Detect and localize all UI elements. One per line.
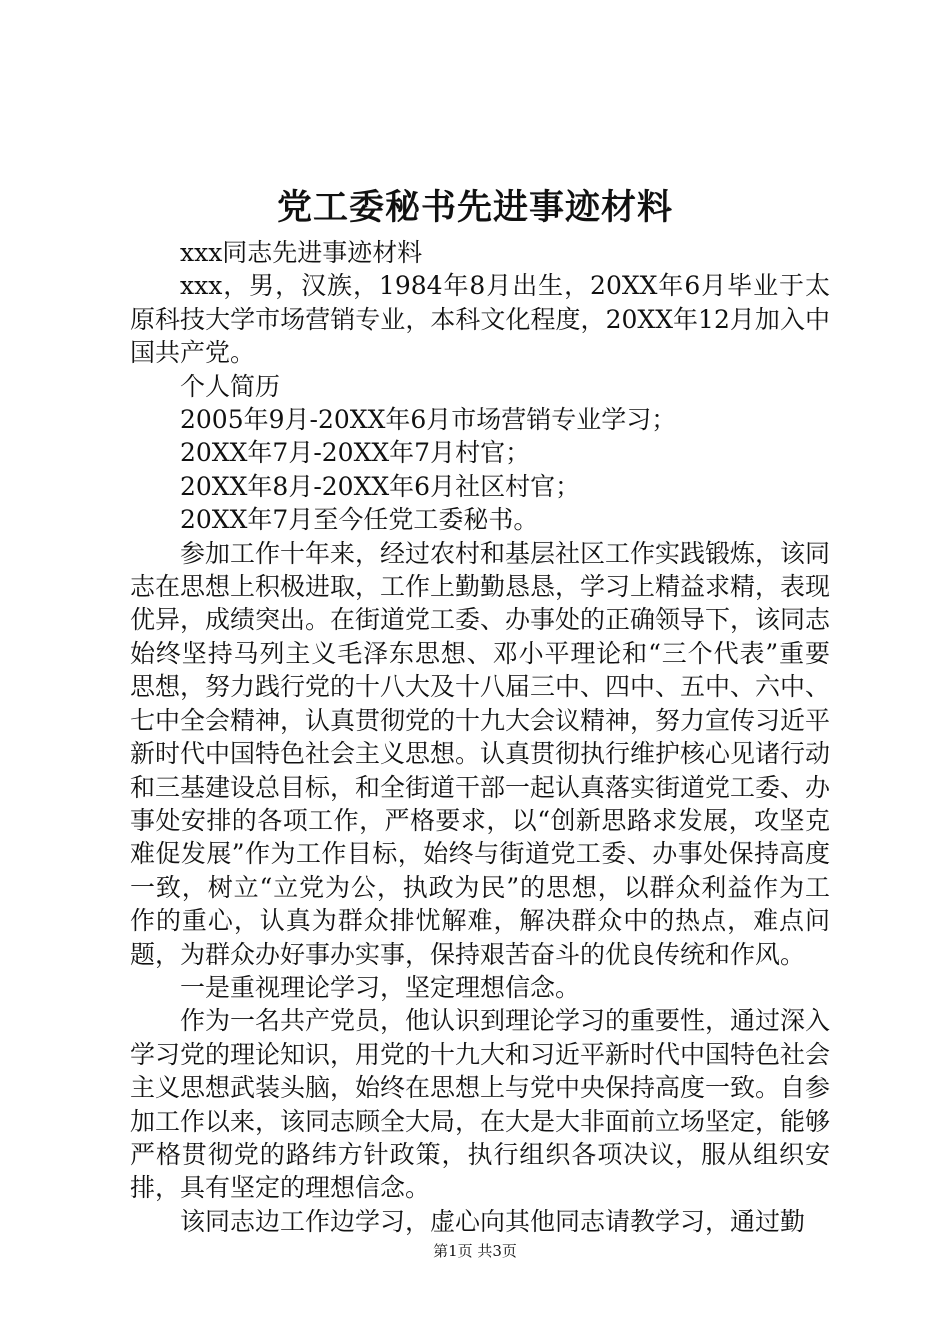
paragraph-heading: xxx同志先进事迹材料 — [180, 238, 423, 267]
paragraph-resume-item: 20XX年7月-20XX年7月村官； — [180, 438, 531, 468]
paragraph-intro: xxx，男，汉族，1984年8月出生，20XX年6月毕业于太原科技大学市场营销专业，本科文化程度，20XX年12月加入中国共产党。 — [130, 271, 830, 368]
document-title: 党工委秘书先进事迹材料 — [276, 187, 673, 228]
paragraph-section-heading: 一是重视理论学习，坚定理想信念。 — [180, 972, 581, 1002]
paragraph-body: 作为一名共产党员，他认识到理论学习的重要性，通过深入学习党的理论知识，用党的十九大和习近平新时代中国特色社会主义思想武装头脑，始终在思想上与党中央保持高度一致。自参加工作以来，该同志顾全大局，在大是大非面前立场坚定，能够严格贯彻党的路纬方针政策，执行组织各项决议，服从组织安排，具有坚定的理想信念。 — [130, 1006, 831, 1203]
paragraph-resume-item: 20XX年7月至今任党工委秘书。 — [180, 505, 539, 535]
paragraph-body: 参加工作十年来，经过农村和基层社区工作实践锻炼，该同志在思想上积极进取，工作上勤勤恳恳，学习上精益求精，表现优异，成绩突出。在街道党工委、办事处的正确领导下，该同志始终坚持马列主义毛泽东思想、邓小平理论和“三个代表”重要思想，努力践行党的十八大及十八届三中、四中、五中、六中、七中全会精神，认真贯彻党的十九大会议精神，努力宣传习近平新时代中国特色社会主义思想。认真贯彻执行维护核心见诸行动和三基建设总目标，和全街道干部一起认真落实街道党工委、办事处安排的各项工作，严格要求，以“创新思路求发展，攻坚克难促发展”作为工作目标，始终与街道党工委、办事处保持高度一致，树立“立党为公，执政为民”的思想，以群众利益作为工作的重心，认真为群众排忧解难，解决群众中的热点，难点问题，为群众办好事办实事，保持艰苦奋斗的优良传统和作风。 — [130, 538, 831, 969]
paragraph-body: 该同志边工作边学习，虚心向其他同志请教学习，通过勤 — [180, 1206, 806, 1236]
document-body — [130, 236, 830, 1238]
paragraph-resume-item: 20XX年8月-20XX年6月社区村官； — [180, 471, 581, 501]
page-footer: 第1页 共3页 — [433, 1242, 517, 1260]
paragraph-resume-item: 2005年9月-20XX年6月市场营销专业学习； — [180, 405, 677, 435]
paragraph-resume-heading: 个人简历 — [180, 371, 281, 401]
